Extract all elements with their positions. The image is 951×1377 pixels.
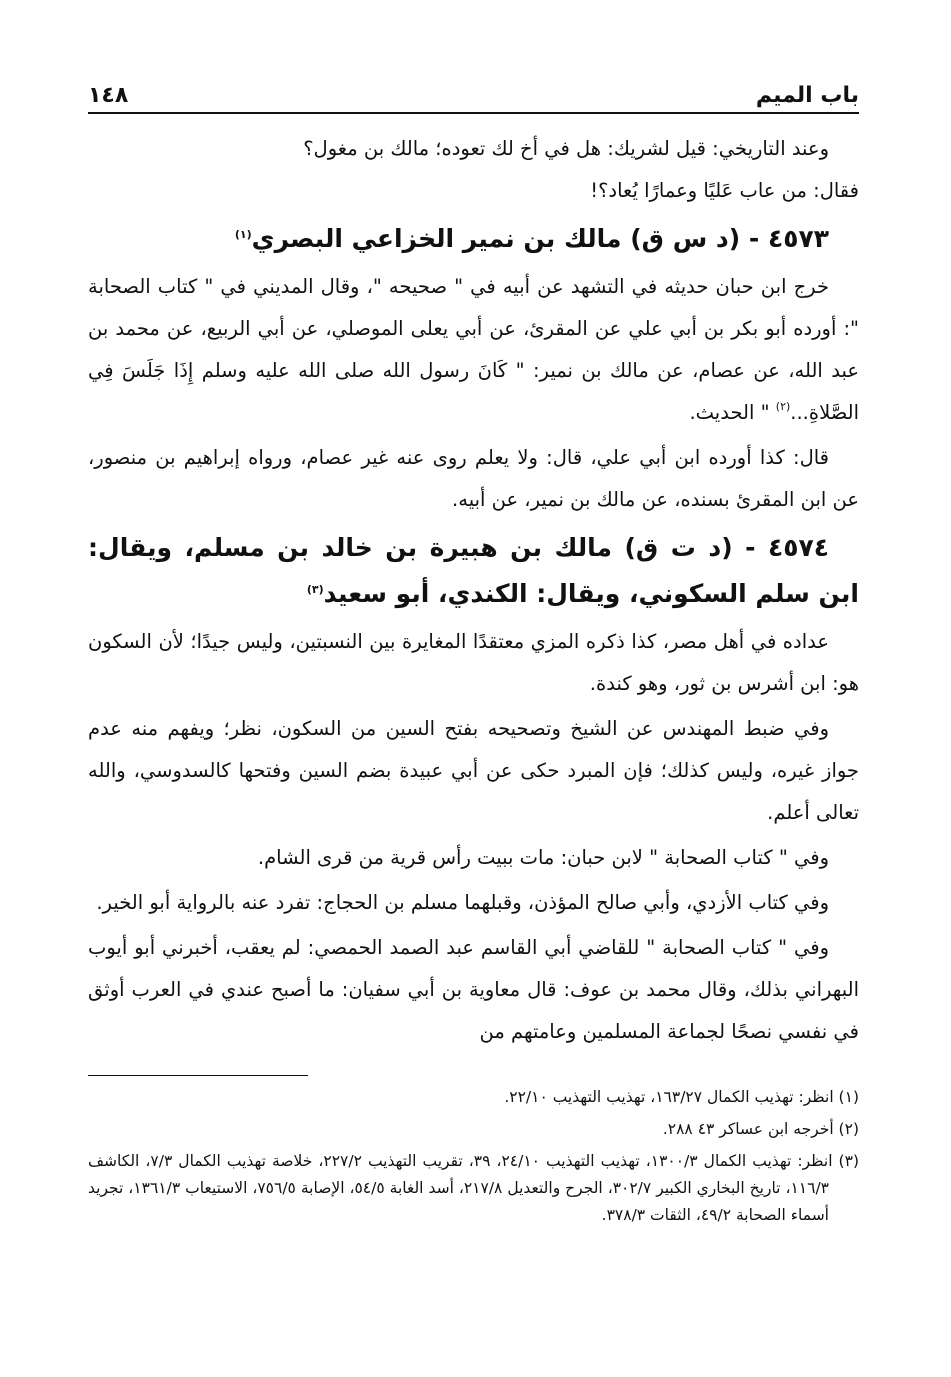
- paragraph: وفي " كتاب الصحابة " للقاضي أبي القاسم عبد الصمد الحمصي: لم يعقب، أخبرني أبو أيوب البهراني بذلك، وقال محمد بن عوف: قال معاوية بن أبي سفيان: ما أصبح عندي في العرب أوثق في نفسي نصحًا لجماعة المسلمين وعامتهم من: [88, 936, 859, 1043]
- footnote-rule: [88, 1075, 308, 1076]
- footnote: (٣) انظر: تهذيب الكمال ١٣٠٠/٣، تهذيب التهذيب ٢٤/١٠، ٣٩، تقريب التهذيب ٢٢٧/٢، خلاصة تهذيب الكمال ٧/٣، الكاشف ١١٦/٣، تاريخ البخاري الكبير ٣٠٢/٧، الجرح والتعديل ٢١٧/٨، أسد الغابة ٥٤/٥، الإصابة ٧٥٦/٥، الاستيعاب ١٣٦١/٣، تجريد أسماء الصحابة ٤٩/٢، الثقات ٣٧٨/٣.: [88, 1152, 859, 1224]
- page-number: ١٤٨: [88, 83, 129, 108]
- footnote-marker: (٢): [775, 400, 791, 413]
- entry-heading-4573: [88, 216, 859, 262]
- text-line: وعند التاريخي: قيل لشريك: هل في أخ لك تعوده؛ مالك بن مغول؟: [303, 137, 829, 160]
- entry-heading-4574: [88, 525, 859, 617]
- entry-title: ٤٥٧٣ - (د س ق) مالك بن نمير الخزاعي البصري: [251, 224, 829, 253]
- paragraph: عداده في أهل مصر، كذا ذكره المزي معتقدًا المغايرة بين النسبتين، وليس جيدًا؛ لأن السكون هو: ابن أشرس بن ثور، وهو كندة.: [88, 630, 859, 695]
- running-title: باب الميم: [755, 83, 859, 108]
- page-header: [88, 70, 859, 114]
- footnotes: [88, 1084, 859, 1229]
- paragraph: وفي " كتاب الصحابة " لابن حبان: مات ببيت رأس قرية من قرى الشام.: [257, 846, 829, 869]
- entry-title: ٤٥٧٤ - (د ت ق) مالك بن هبيرة بن خالد بن مسلم، ويقال: ابن سلم السكوني، ويقال: الكندي، أبو سعيد: [88, 533, 859, 608]
- paragraph: قال: كذا أورده ابن أبي علي، قال: ولا يعلم روى عنه غير عصام، ورواه إبراهيم بن منصور، عن ابن المقرئ بسنده، عن مالك بن نمير، عن أبيه.: [88, 446, 859, 511]
- footnote-marker: (٣): [306, 583, 324, 596]
- main-text: [88, 128, 859, 1053]
- paragraph: وفي ضبط المهندس عن الشيخ وتصحيحه بفتح السين من السكون، نظر؛ ويفهم منه عدم جواز غيره، وليس كذلك؛ فإن المبرد حكى عن أبي عبيدة بضم السين وفتحها كالسدوسي، والله تعالى أعلم.: [88, 717, 859, 824]
- footnote-marker: (١): [234, 228, 252, 241]
- text-run: " الحديث.: [689, 401, 776, 424]
- footnotes-separator: [88, 1053, 859, 1084]
- text-run: خرج ابن حبان حديثه في التشهد عن أبيه في " صحيحه "، وقال المديني في " كتاب الصحابة ": أورده أبو بكر بن أبي علي عن المقرئ، عن أبي يعلى الموصلي، عن أبي الربيع، عن محمد بن عبد الله، عن عصام، عن مالك بن نمير: " كَانَ رسول الله صلى الله عليه وسلم إِذَا جَلَسَ فِي الصَّلاةِ...: [88, 275, 859, 424]
- paragraph: [88, 266, 859, 434]
- footnote: (١) انظر: تهذيب الكمال ١٦٣/٢٧، تهذيب التهذيب ٢٢/١٠.: [504, 1088, 859, 1106]
- paragraph: وفي كتاب الأزدي، وأبي صالح المؤذن، وقبلهما مسلم بن الحجاج: تفرد عنه بالرواية أبو الخير.: [96, 891, 829, 914]
- text-line: فقال: من عاب عَليًا وعمارًا يُعاد؟!: [590, 179, 859, 202]
- paragraph: [88, 128, 859, 212]
- footnote: (٢) أخرجه ابن عساكر ٤٣ ٢٨٨.: [662, 1120, 859, 1138]
